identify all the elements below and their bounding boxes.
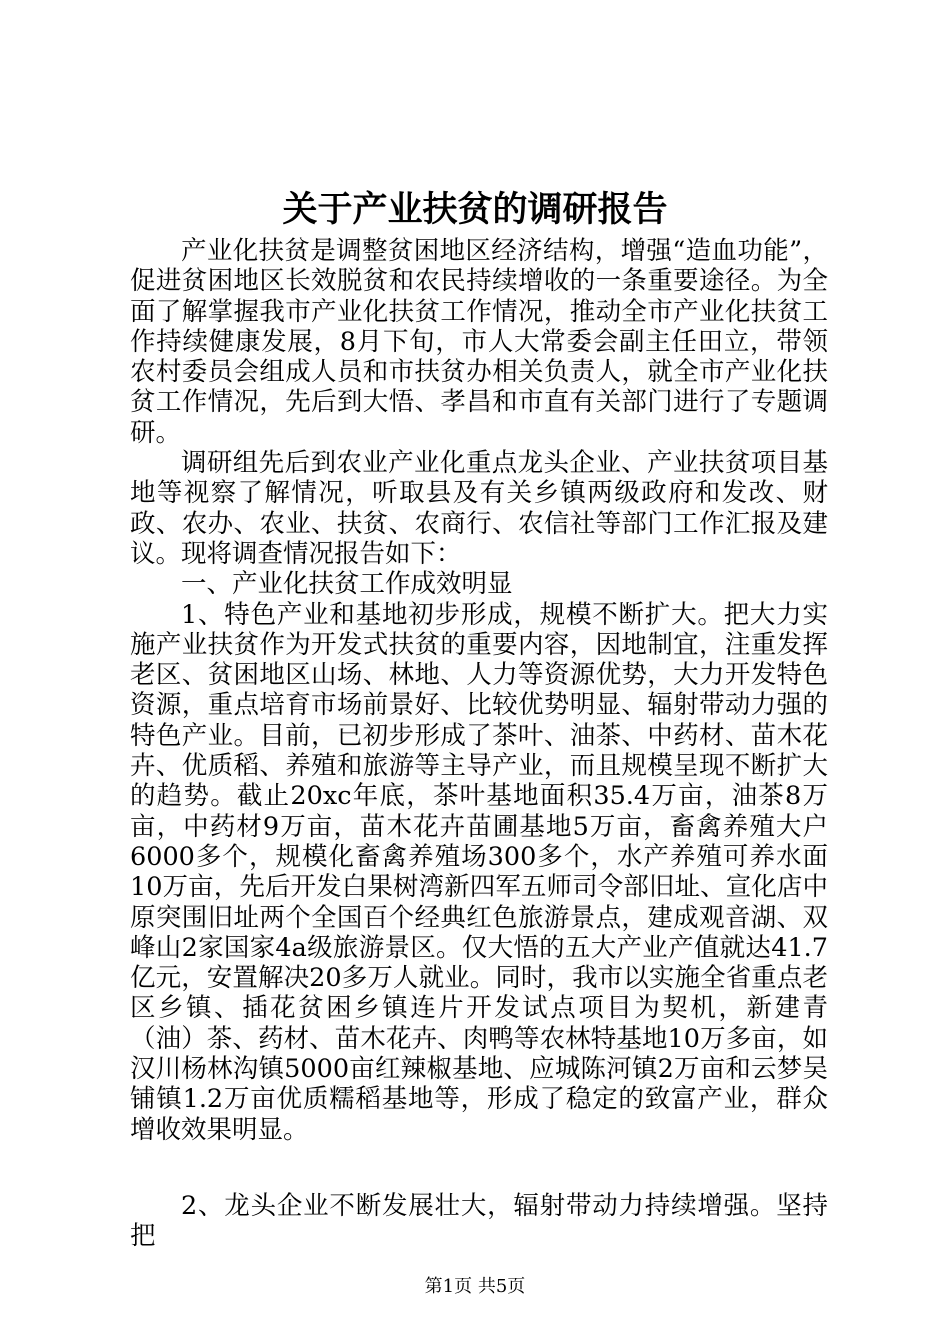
page-footer: 第1页 共5页 [424, 1276, 526, 1297]
document-body [130, 236, 828, 1252]
paragraph-research: 调研组先后到农业产业化重点龙头企业、产业扶贫项目基地等视察了解情况，听取县及有关乡镇两级政府和发改、财政、农办、农业、扶贫、农商行、农信社等部门工作汇报及建议。现将调查情况报告如下： [130, 448, 828, 569]
section-heading: 一、产业化扶贫工作成效明显 [181, 569, 513, 600]
paragraph-industry: 1、特色产业和基地初步形成，规模不断扩大。把大力实施产业扶贫作为开发式扶贫的重要内容，因地制宜，注重发挥老区、贫困地区山场、林地、人力等资源优势，大力开发特色资源，重点培育市场前景好、比较优势明显、辐射带动力强的特色产业。目前，已初步形成了茶叶、油茶、中药材、苗木花卉、优质稻、养殖和旅游等主导产业，而且规模呈现不断扩大的趋势。截止20xc年底，茶叶基地面积35.4万亩，油茶8万亩，中药材9万亩，苗木花卉苗圃基地5万亩，畜禽养殖大户6000多个，规模化畜禽养殖场300多个，水产养殖可养水面10万亩，先后开发白果树湾新四军五师司令部旧址、宣化店中原突围旧址两个全国百个经典红色旅游景点，建成观音湖、双峰山2家国家4a级旅游景区。仅大悟的五大产业产值就达41.7亿元，安置解决20多万人就业。同时，我市以实施全省重点老区乡镇、插花贫困乡镇连片开发试点项目为契机，新建青（油）茶、药材、苗木花卉、肉鸭等农林特基地10万多亩，如汉川杨林沟镇5000亩红辣椒基地、应城陈河镇2万亩和云梦吴铺镇1.2万亩优质糯稻基地等，形成了稳定的致富产业，群众增收效果明显。 [130, 599, 828, 1145]
document-title: 关于产业扶贫的调研报告 [282, 189, 668, 230]
paragraph-intro: 产业化扶贫是调整贫困地区经济结构，增强“造血功能”，促进贫困地区长效脱贫和农民持续增收的一条重要途径。为全面了解掌握我市产业化扶贫工作情况，推动全市产业化扶贫工作持续健康发展，8月下旬，市人大常委会副主任田立，带领农村委员会组成人员和市扶贫办相关负责人，就全市产业化扶贫工作情况，先后到大悟、孝昌和市直有关部门进行了专题调研。 [130, 236, 828, 448]
paragraph-enterprise: 2、龙头企业不断发展壮大，辐射带动力持续增强。坚持把 [130, 1190, 828, 1252]
